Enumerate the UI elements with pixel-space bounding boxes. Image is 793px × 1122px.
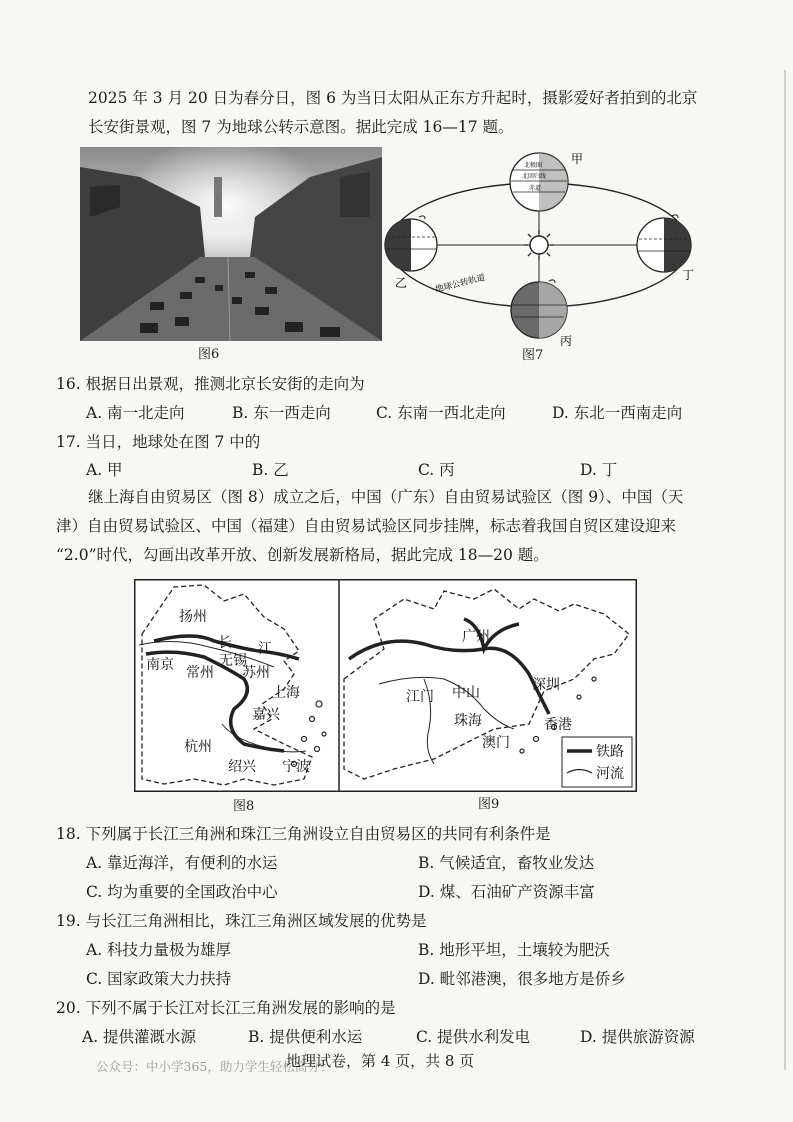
label-ding: 丁 — [682, 268, 695, 282]
q17-stem: 17. 当日，地球处在图 7 中的 — [56, 433, 261, 451]
earth-position-ding — [637, 215, 691, 272]
globe-line-tropic: 北回归线 — [522, 173, 547, 180]
label-bing: 丙 — [560, 334, 573, 348]
q19-option-c[interactable]: C. 国家政策大力扶持 — [86, 970, 232, 988]
binding-edge — [784, 70, 786, 1070]
q20-option-a[interactable]: A. 提供灌溉水源 — [82, 1028, 197, 1046]
fig8-label-jiaxing: 嘉兴 — [252, 707, 280, 723]
q17-option-a[interactable]: A. 甲 — [86, 461, 123, 479]
intro-18-20-line2: 津）自由贸易试验区、中国（福建）自由贸易试验区同步挂牌，标志着我国自贸区建设迎来 — [56, 517, 677, 535]
earth-position-jia — [510, 153, 568, 211]
fig9-label-jiangmen: 江门 — [406, 689, 434, 705]
fig8-label-shaoxing: 绍兴 — [228, 759, 256, 775]
fig8-caption: 图8 — [233, 799, 255, 814]
fig9-label-zhuhai: 珠海 — [454, 713, 482, 729]
q18-option-d[interactable]: D. 煤、石油矿产资源丰富 — [418, 883, 595, 901]
q18-option-b[interactable]: B. 气候适宜，畜牧业发达 — [418, 854, 595, 872]
q20-option-d[interactable]: D. 提供旅游资源 — [580, 1028, 695, 1046]
fig8-label-ningbo: 宁波 — [282, 759, 310, 775]
q17-option-d[interactable]: D. 丁 — [580, 461, 618, 479]
intro-18-20-line1: 继上海自由贸易区（图 8）成立之后，中国（广东）自由贸易试验区（图 9）、中国（天 — [88, 488, 684, 506]
fig8-label-suzhou: 苏州 — [242, 665, 270, 681]
fig8-label-shanghai: 上海 — [272, 685, 300, 701]
globe-line-arctic: 北极圈 — [524, 162, 543, 169]
q20-stem: 20. 下列不属于长江对长江三角洲发展的影响的是 — [56, 999, 396, 1017]
fig8-label-jiang: 江 — [258, 641, 272, 657]
q16-option-d[interactable]: D. 东北一西南走向 — [552, 404, 683, 422]
fig7-orbit-diagram — [384, 145, 702, 350]
fig9-caption: 图9 — [478, 797, 500, 812]
label-yi: 乙 — [395, 276, 408, 290]
globe-line-equator: 赤道 — [529, 185, 542, 192]
intro-16-17-line1: 2025 年 3 月 20 日为春分日，图 6 为当日太阳从正东方升起时，摄影爱好者拍到的北京 — [88, 89, 698, 107]
fig9-label-zhongshan: 中山 — [452, 685, 480, 701]
q18-option-a[interactable]: A. 靠近海洋，有便利的水运 — [86, 854, 278, 872]
fig7-caption: 图7 — [522, 348, 544, 363]
q19-stem: 19. 与长江三角洲相比，珠江三角洲区域发展的优势是 — [56, 912, 427, 930]
orbit-label: 地球公转轨道 — [434, 272, 487, 295]
earth-position-bing — [511, 280, 567, 338]
fig8-label-changzhou: 常州 — [186, 665, 214, 681]
fig9-label-hongkong: 香港 — [544, 717, 572, 733]
legend-railway: 铁路 — [596, 744, 624, 760]
label-jia: 甲 — [571, 152, 584, 166]
q16-stem: 16. 根据日出景观，推测北京长安街的走向为 — [56, 375, 365, 393]
q17-option-b[interactable]: B. 乙 — [252, 461, 289, 479]
fig8-label-chang: 长 — [218, 635, 232, 651]
footer-watermark: 公众号：中小学365，助力学生轻松高分！ — [96, 1059, 333, 1074]
fig6-photo — [80, 147, 382, 341]
fig9-label-guangzhou: 广州 — [462, 629, 490, 645]
intro-18-20-line3: “2.0”时代，勾画出改革开放、创新发展新格局，据此完成 18—20 题。 — [56, 546, 549, 564]
fig8-label-hangzhou: 杭州 — [184, 739, 212, 755]
q17-option-c[interactable]: C. 丙 — [418, 461, 455, 479]
fig8-label-wuxi: 无锡 — [219, 653, 247, 669]
q20-option-c[interactable]: C. 提供水利发电 — [416, 1028, 531, 1046]
intro-16-17-line2: 长安街景观，图 7 为地球公转示意图。据此完成 16—17 题。 — [88, 118, 514, 136]
legend-river: 河流 — [596, 766, 624, 782]
q18-stem: 18. 下列属于长江三角洲和珠江三角洲设立自由贸易区的共同有利条件是 — [56, 825, 551, 843]
q19-option-d[interactable]: D. 毗邻港澳，很多地方是侨乡 — [418, 970, 626, 988]
fig8-label-nanjing: 南京 — [146, 657, 174, 673]
q18-option-c[interactable]: C. 均为重要的全国政治中心 — [86, 883, 278, 901]
fig9-label-macau: 澳门 — [482, 735, 510, 751]
q19-option-b[interactable]: B. 地形平坦，土壤较为肥沃 — [418, 941, 610, 959]
q16-option-a[interactable]: A. 南一北走向 — [86, 404, 185, 422]
q16-option-c[interactable]: C. 东南一西北走向 — [376, 404, 506, 422]
fig8-label-yangzhou: 扬州 — [179, 609, 207, 625]
fig9-label-shenzhen: 深圳 — [532, 677, 560, 693]
q19-option-a[interactable]: A. 科技力量极为雄厚 — [86, 941, 232, 959]
q20-option-b[interactable]: B. 提供便利水运 — [248, 1028, 363, 1046]
fig6-caption: 图6 — [198, 347, 220, 362]
footer-page-number: 地理试卷，第 4 页，共 8 页 — [286, 1052, 475, 1070]
earth-position-yi — [385, 216, 437, 271]
q16-option-b[interactable]: B. 东一西走向 — [232, 404, 331, 422]
fig8-fig9-maps — [134, 579, 637, 792]
